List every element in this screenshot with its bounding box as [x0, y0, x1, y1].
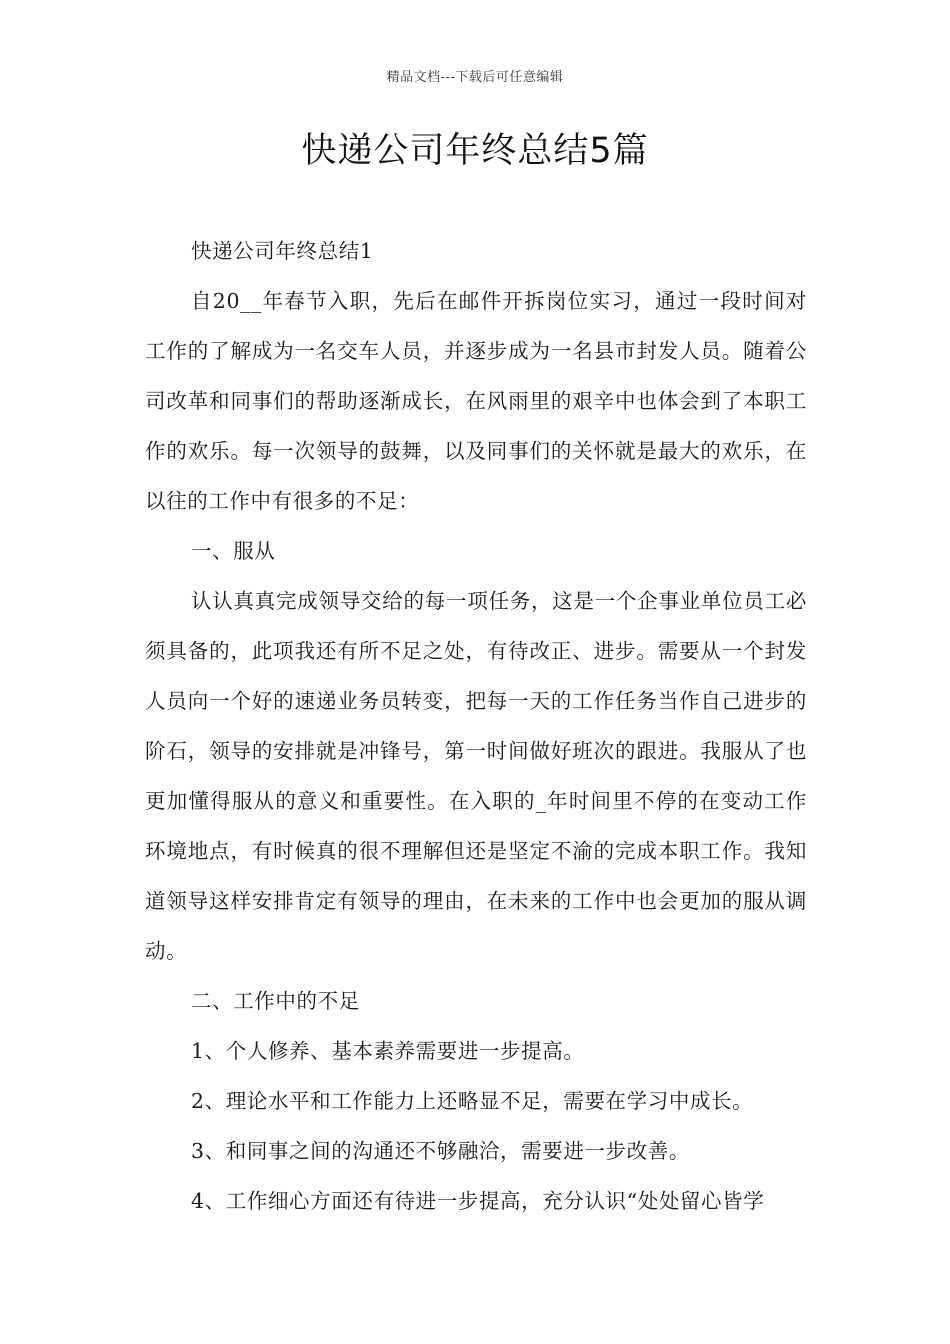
section-heading: 快递公司年终总结1 — [191, 239, 374, 263]
paragraph: 自20__年春节入职，先后在邮件开拆岗位实习，通过一段时间对工作的了解成为一名交车人员，并逐步成为一名县市封发人员。随着公司改革和同事们的帮助逐渐成长，在风雨里的艰辛中也体会到了本职工作的欢乐。每一次领导的鼓舞，以及同事们的关怀就是最大的欢乐，在以往的工作中有很多的不足： — [145, 289, 807, 513]
section-heading: 一、服从 — [191, 539, 276, 563]
list-item: 2、理论水平和工作能力上还略显不足，需要在学习中成长。 — [191, 1089, 754, 1113]
list-item: 4、工作细心方面还有待进一步提高，充分认识“处处留心皆学 — [191, 1189, 765, 1213]
document-title: 快递公司年终总结5篇 — [301, 131, 649, 171]
list-item: 1、个人修养、基本素养需要进一步提高。 — [191, 1039, 585, 1063]
section-heading: 二、工作中的不足 — [191, 989, 360, 1013]
paragraph: 认认真真完成领导交给的每一项任务，这是一个企事业单位员工必须具备的，此项我还有所不足之处，有待改正、进步。需要从一个封发人员向一个好的速递业务员转变，把每一天的工作任务当作自己进步的阶石，领导的安排就是冲锋号，第一时间做好班次的跟进。我服从了也更加懂得服从的意义和重要性。在入职的_年时间里不停的在变动工作环境地点，有时候真的很不理解但还是坚定不渝的完成本职工作。我知道领导这样安排肯定有领导的理由，在未来的工作中也会更加的服从调动。 — [145, 589, 807, 963]
list-item: 3、和同事之间的沟通还不够融洽，需要进一步改善。 — [191, 1139, 690, 1163]
header-note: 精品文档---下载后可任意编辑 — [386, 70, 564, 85]
document-body — [145, 226, 807, 1226]
